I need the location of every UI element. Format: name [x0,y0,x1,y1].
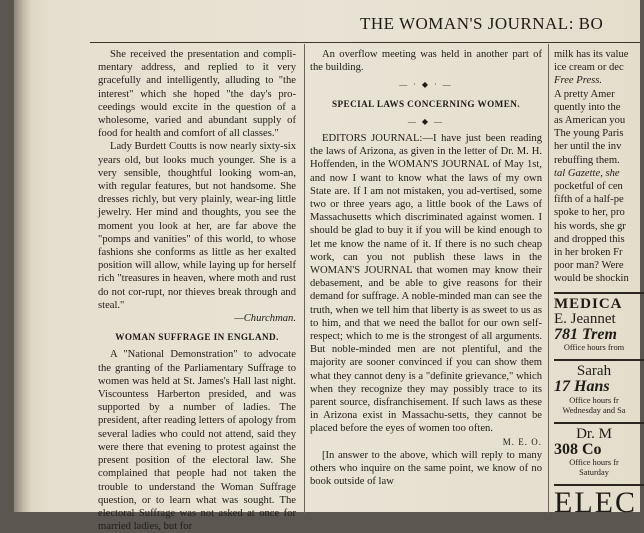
ad-hours: Saturday [579,468,609,478]
masthead: THE WOMAN'S JOURNAL: BO [360,14,604,33]
ad-hours: Office hours from [563,343,625,353]
ad-address: 17 Hans [554,378,610,396]
column-right-line: as American you [554,115,626,127]
paragraph: A "National Demonstration" to advocate the granting of the Parliamentary Suffrage to women was held at St. James's Hall last night. Viscountess Harberton presided, and was supported by a number of ladies. The president, after reading letters of apology from several ladies who could not attend, said they were there that evening to protest against the present position of the electoral law. She complained that people had not taken the trouble to understand the Woman Suffrage question, or to learn what was sought. The electoral Suffrage was not asked at once for married ladies, but for [98,349,296,533]
paragraph: Lady Burdett Coutts is now nearly sixty-six years old, but looks much younger. She is a very sensible, thoughtful looking wom-an, with regular features, but not handsome. She dresses richly, but very plainly, wear-ing little jewelry. Her mind and thoughts, you see the moment you look at her, are far above the "pomps and vanities" of this world, to whose fashions she conforms as little as her exalted position will allow, while laying up for herself rich "treasures in heaven, where moth and rust do not cor-rupt, nor thieves break through and steal." [98,141,296,311]
column-right-line: would be shockin [554,273,629,285]
column-right-line: pocketful of cen [554,181,623,193]
article-heading: WOMAN SUFFRAGE IN ENGLAND. [115,332,279,343]
column-right-text [554,48,644,286]
column-right-line: his words, she gr [554,220,626,232]
letter-signature: M. E. O. [502,436,542,447]
letter-body: EDITORS JOURNAL:—I have just been reading the laws of Arizona, as given in the letter of Dr. M. H. Hoffenden, in the WOMAN'S JOURNAL of May 1st, and now I want to know what the laws of my own State are. If I am not mistaken, you ad-vertised, some two or three years ago, a little book of the Laws of Massachusetts which discriminated against women. I should be glad to buy it if you will be kind enough to let me know the name of it. If there is no such cheap work, can you not publish these laws in the WOMAN'S JOURNAL that women may know their debasement, and be able to give reasons for their demand for suffrage. A noble-minded man can see the truth, when we tell him that liberty is as sweet to us as to him, and that we need the ballot for our own self-respect; which to me is the strongest of all arguments. But noble-minded men are not plentiful, and the majority are sooner convinced if you can show them what they cannot deny is a "definite grievance," which when they recognize they may possibly trace to its parent source, disfranchisement. If such laws as these in Arizona exist in Massachu-setts, they cannot be placed before the eyes of women too often. [310,133,542,435]
separator-ornament: — ◆ — [407,116,445,126]
column-right-line: ice cream or dec [554,62,624,74]
column-right-line: A pretty Amer [554,88,615,100]
column-right-line: tal Gazette, she [554,167,620,179]
column-rule-2 [548,44,549,514]
ad-hours: Office hours fr [569,395,619,405]
column-right-line: and dropped this [554,233,625,245]
ad-heading: MEDICA [554,295,623,312]
editor-reply: [In answer to the above, which will reply to many others who inquire on the same point, we know of no book outside of law [310,449,542,488]
ad-hours: Wednesday and Sa [562,405,626,415]
separator-ornament: — · ◆ · — [399,80,453,90]
binding-gutter [14,0,32,512]
ad-name: Sarah [576,363,612,380]
ad-name: Dr. M [576,425,612,442]
column-right-line: milk has its value [554,49,629,60]
column-right-line: spoke to her, pro [554,207,625,219]
paragraph: An overflow meeting was held in another part of the building. [310,49,542,74]
column-right-line: her until the inv [554,141,622,153]
column-right-line: fifth of a half-pe [554,194,624,206]
column-right-line: The young Paris [554,128,624,140]
column-right-line: in her broken Fr [554,247,623,259]
column-right [554,48,644,518]
ad-rule [554,422,644,424]
article-heading: SPECIAL LAWS CONCERNING WOMEN. [332,98,520,109]
ad-rule [554,292,644,294]
ad-address: 308 Co [554,440,602,458]
ad-large-text: ELEC [554,486,637,520]
source-credit: —Churchman. [234,313,296,325]
column-left [98,48,296,533]
ad-name: E. Jeannet [554,310,616,327]
column-right-line: rebuffing them. [554,154,620,166]
column-middle [310,48,542,518]
column-right-line: quently into the [554,101,621,113]
column-right-line: Free Press. [554,75,603,87]
ad-address: 781 Trem [554,326,617,344]
column-right-line: poor man? Were [554,260,624,272]
column-rule-1 [304,44,305,514]
masthead-rule [90,42,640,43]
paragraph: She received the presentation and compli-mentary address, and replied to it very gracefully and intelligently, alluding to "the interest" which she hoped "the day's pro-ceedings would excite in the question of a wholesome, varied and abundant supply of food for health and comfort of all classes." [98,49,296,140]
ad-rule [554,359,644,361]
ad-hours: Office hours fr [569,458,619,468]
